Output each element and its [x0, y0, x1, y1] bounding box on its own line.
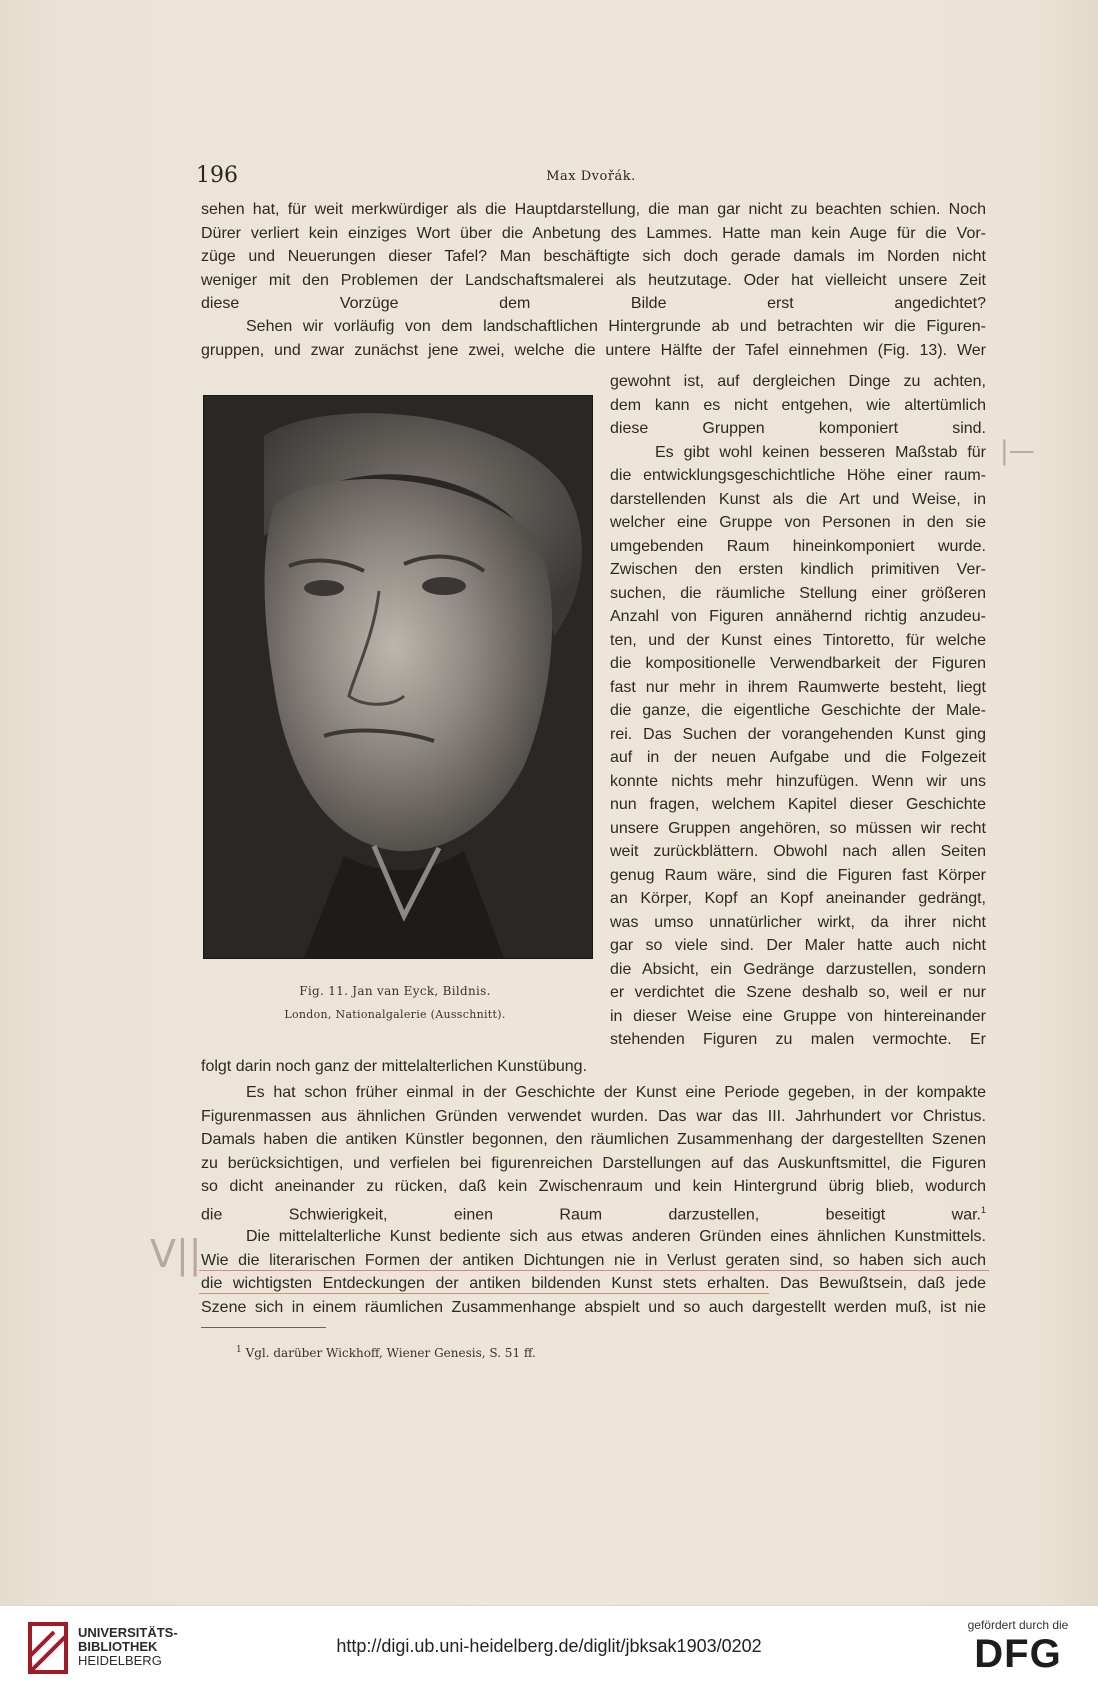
text-line: fast nur mehr in ihrem Raumwerte besteht, liegt [610, 678, 986, 696]
text-line: die entwicklungsgeschichtliche Höhe einer raum- [610, 467, 986, 484]
text-line: diese Gruppen komponiert sind. [610, 420, 986, 437]
page-number: 196 [196, 163, 238, 188]
footnote [236, 1345, 536, 1360]
paragraph-4 [201, 1225, 986, 1319]
page-header [196, 163, 986, 193]
text-line: was umso unnatürlicher wirkt, da ihrer nicht [610, 913, 986, 931]
footnote-text: Vgl. darüber Wickhoff, Wiener Genesis, S. 51 ff. [245, 1346, 536, 1360]
text-line: diese Vorzüge dem Bilde erst angedichtet? [201, 295, 986, 312]
margin-mark-left: V|| [150, 1232, 202, 1276]
text-line: auf in der neuen Aufgabe und die Folgezeit [610, 749, 986, 766]
footnote-rule [201, 1327, 326, 1328]
text-line: an Körper, Kopf an Kopf aneinander gedrängt, [610, 890, 986, 907]
pencil-underline [199, 1270, 989, 1271]
text-line: gewohnt ist, auf dergleichen Dinge zu achten, [610, 373, 986, 390]
text-line: Zwischen den ersten kindlich primitiven Ver- [610, 561, 986, 578]
portrait-image [204, 396, 592, 958]
text-line: sehen hat, für weit merkwürdiger als die Hauptdarstellung, die man gar nicht zu beachten schien. Noch [201, 201, 986, 218]
text-line: in dieser Weise eine Gruppe von hintereinander [610, 1007, 986, 1025]
text-line: welcher eine Gruppe von Personen in den sie [610, 514, 986, 531]
footnote-marker: 1 [236, 1345, 242, 1355]
paragraph-3 [201, 1081, 986, 1226]
pencil-underline [199, 1293, 769, 1294]
institution-line: UNIVERSITÄTS- [78, 1625, 178, 1640]
text-line: genug Raum wäre, sind die Figuren fast Körper [610, 866, 986, 884]
institution-line: HEIDELBERG [78, 1653, 162, 1668]
paragraph-1 [201, 198, 986, 316]
text-line: züge und Neuerungen dieser Tafel? Man beschäftigte sich doch gerade damals im Norden nicht [201, 248, 986, 265]
text-line: Anzahl von Figuren annähernd richtig anzudeu- [610, 608, 986, 625]
text-line: Sehen wir vorläufig von dem landschaftlichen Hintergrunde ab und betrachten wir die Figuren- [246, 318, 986, 335]
text-line: Es gibt wohl keinen besseren Maßstab für [655, 443, 986, 461]
text-line-content: die Schwierigkeit, einen Raum darzustellen, beseitigt war. [201, 1205, 981, 1223]
text-line: Wie die literarischen Formen der antiken Dichtungen nie in Verlust geraten sind, so haben sich auch [201, 1251, 986, 1269]
text-line: weit zurückblättern. Obwohl nach allen Seiten [610, 843, 986, 860]
text-line: gar so viele sind. Der Maler hatte auch nicht [610, 937, 986, 954]
text-line: die kompositionelle Verwendbarkeit der Figuren [610, 655, 986, 672]
text-line: nun fragen, welchem Kapitel dieser Geschichte [610, 796, 986, 813]
figure-caption-line-2: London, Nationalgalerie (Ausschnitt). [284, 1008, 506, 1021]
funding-note: gefördert durch die [967, 1618, 1069, 1632]
text-line: ten, und der Kunst eines Tintoretto, für welche [610, 631, 986, 649]
permalink-url[interactable]: http://digi.ub.uni-heidelberg.de/diglit/jbksak1903/0202 [336, 1636, 762, 1656]
column-tail-line: folgt darin noch ganz der mittelalterlichen Kunstübung. [201, 1058, 588, 1075]
text-line: Szene sich in einem räumlichen Zusammenhange abspielt und so auch dargestellt werden muß, ist nie [201, 1298, 986, 1316]
dfg-logo: DFG [974, 1632, 1062, 1676]
institution-line: BIBLIOTHEK [78, 1639, 158, 1654]
text-line: unsere Gruppen angehören, so müssen wir recht [610, 819, 986, 837]
footnote-reference: 1 [980, 1204, 986, 1215]
text-line [201, 1199, 986, 1227]
text-line: zu berücksichtigen, und verfielen bei figurenreichen Darstellungen auf das Auskunftsmittel, die Figuren [201, 1154, 986, 1172]
text-line: Dürer verliert kein einziges Wort über die Anbetung des Lammes. Hatte man kein Auge für die Vor- [201, 224, 986, 242]
running-head-author: Max Dvořák. [546, 169, 636, 184]
text-line: die wichtigsten Entdeckungen der antiken bildenden Kunst stets erhalten. Das Bewußtsein, daß jede [201, 1275, 986, 1292]
margin-mark-right: |— [1000, 436, 1035, 466]
footer-bar [0, 1605, 1098, 1690]
column-text [610, 370, 986, 1052]
text-line: stehenden Figuren zu malen vermochte. Er [610, 1031, 986, 1048]
text-line: suchen, die räumliche Stellung einer größeren [610, 584, 986, 602]
text-line: die ganze, die eigentliche Geschichte der Male- [610, 702, 986, 719]
text-line: Damals haben die antiken Künstler begonnen, den räumlichen Zusammenhang der dargestellten Szenen [201, 1131, 986, 1148]
text-line: umgebenden Raum hineinkomponiert wurde. [610, 537, 986, 555]
dfg-badge [958, 1618, 1078, 1676]
text-line: die Absicht, ein Gedränge darzustellen, sondern [610, 960, 986, 978]
text-line: Es hat schon früher einmal in der Geschichte der Kunst eine Periode gegeben, in der kompakte [246, 1084, 986, 1101]
text-line: so dicht aneinander zu rücken, daß kein Zwischenraum und kein Hintergrund übrig blieb, wodurch [201, 1178, 986, 1195]
text-line: konnte nichts mehr hinzufügen. Wenn wir uns [610, 772, 986, 790]
text-line: Figurenmassen aus ähnlichen Gründen verwendet wurden. Das war das III. Jahrhundert vor Christus. [201, 1107, 986, 1125]
text-line: gruppen, und zwar zunächst jene zwei, welche die untere Hälfte der Tafel einnehmen (Fig. 13). Wer [201, 341, 986, 359]
paragraph-2 [201, 315, 986, 362]
text-line: weniger mit den Problemen der Landschaftsmalerei als heutzutage. Oder hat vielleicht unsere Zeit [201, 271, 986, 289]
text-line: rei. Das Suchen der vorangehenden Kunst ging [610, 725, 986, 743]
text-line: Die mittelalterliche Kunst bediente sich aus etwas anderen Gründen eines ähnlichen Kunstmittels. [246, 1228, 986, 1245]
text-line: er verdichtet die Szene deshalb so, weil er nur [610, 984, 986, 1001]
text-line: dem kann es nicht entgehen, wie altertümlich [610, 396, 986, 414]
portrait-figure [203, 395, 593, 959]
text-line: darstellenden Kunst als die Art und Weise, in [610, 490, 986, 508]
figure-caption-line-1: Fig. 11. Jan van Eyck, Bildnis. [299, 984, 491, 998]
